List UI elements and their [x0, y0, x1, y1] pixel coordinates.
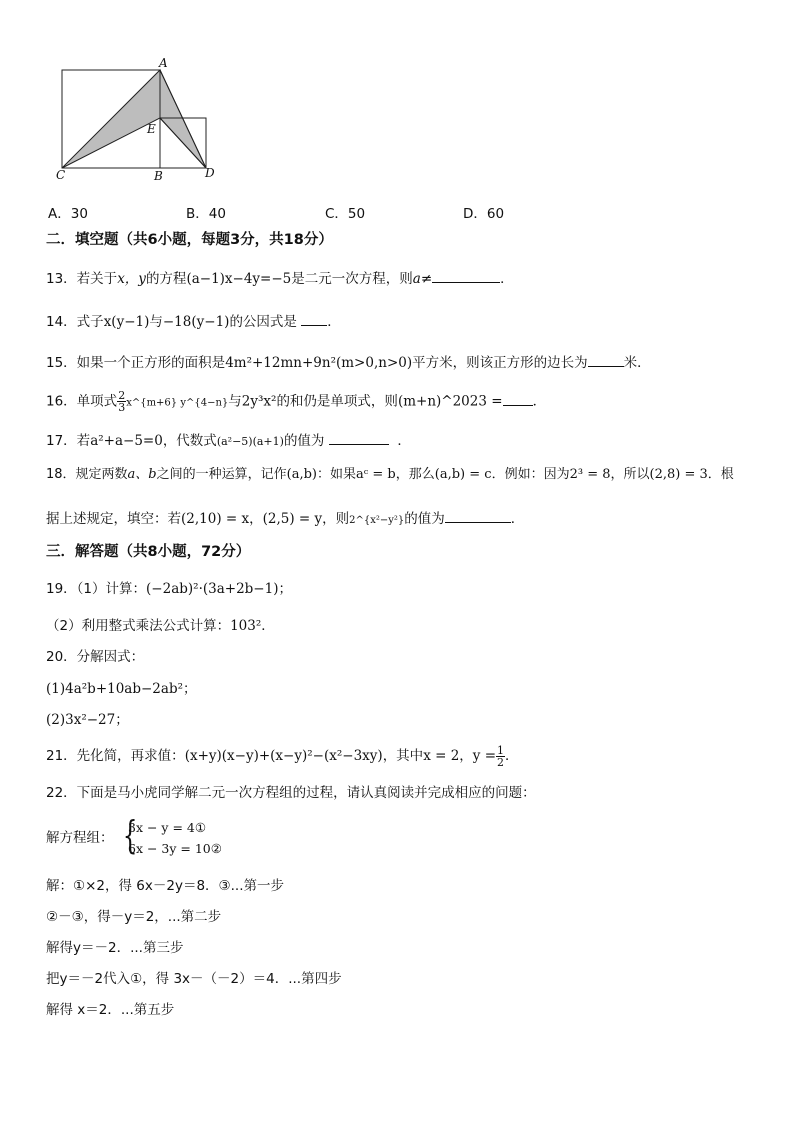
q22-step-2: ②－③，得－y＝2，...第二步 [46, 909, 222, 925]
q18-operation: (a,b) [286, 467, 317, 482]
question-20-part-2: (2)3x²−27； [46, 712, 129, 728]
q14-end: ． [327, 314, 341, 330]
q18-condition: aᶜ = b [356, 467, 396, 482]
q19-part2-text: （2）利用整式乘法公式计算： [46, 618, 231, 634]
q22-system-label: 解方程组： [46, 830, 114, 846]
q22-system-brace: { [122, 813, 138, 857]
q18-result: (a,b) = c [434, 467, 492, 482]
q18-condition-2: (2,5) = y [262, 511, 323, 527]
q16-monomial-1: x^{m+6} y^{4−n} [126, 397, 229, 409]
q14-expr-1: x(y−1) [103, 314, 150, 330]
q13-text-3: 是二元一次方程，则 [291, 271, 413, 287]
q16-end: ． [532, 393, 547, 410]
q13-condition: a≠ [412, 271, 433, 287]
question-16 [46, 390, 546, 415]
q13-text: 13．若关于 [46, 271, 118, 287]
q14-text-3: 的公因式是 [229, 314, 297, 330]
label-e: E [147, 122, 156, 136]
q21-x-value: x = 2 [423, 748, 460, 764]
q18-line2-text: 据上述规定，填空：若 [46, 511, 181, 527]
q15-text: 15．如果一个正方形的面积是 [46, 355, 226, 371]
label-b: B [154, 169, 163, 183]
q14-answer-blank[interactable] [301, 311, 327, 326]
q18-text-7: ．根 [707, 467, 734, 482]
q18-separator: ， [249, 511, 263, 527]
q15-expr: 4m²+12mn+9n² [225, 355, 336, 371]
question-15 [46, 352, 651, 372]
q18-condition-1: (2,10) = x [181, 511, 250, 527]
q21-separator: ， [459, 748, 473, 764]
q22-step-3: 解得y＝－2．...第三步 [46, 940, 184, 956]
q19-part2-end: ． [261, 618, 275, 634]
question-20-title: 20．分解因式： [46, 649, 145, 665]
q14-text-2: 与 [149, 314, 163, 330]
q16-text-2: 与 [228, 393, 242, 410]
question-18-line-2 [46, 508, 524, 530]
q15-condition: (m>0,n>0) [335, 355, 413, 371]
q17-answer-blank[interactable] [329, 430, 389, 445]
q17-text-2: ，代数式 [162, 433, 217, 449]
q18-text: 18．规定两数 [46, 467, 128, 482]
q17-expr: (a²−5)(a+1) [216, 435, 284, 448]
question-19-part-2 [46, 617, 275, 635]
q15-answer-blank[interactable] [588, 352, 624, 367]
q17-end: ． [397, 433, 411, 449]
q16-expr: (m+n)^2023 = [397, 393, 503, 410]
q18-line2-text-2: ，则 [322, 511, 350, 527]
q16-numerator: 2 [118, 389, 126, 402]
q18-vars: a、b [127, 467, 157, 482]
q22-step-1: 解：①×2，得 6x－2y＝8．③...第一步 [46, 878, 285, 894]
q16-denominator: 3 [118, 401, 126, 414]
q17-text: 17．若 [46, 433, 91, 449]
q18-example-1: 2³ = 8 [569, 467, 611, 482]
question-20-part-1: (1)4a²b+10ab−2ab²； [46, 681, 197, 697]
option-d[interactable]: D．60 [463, 206, 505, 222]
label-c: C [56, 168, 66, 182]
q15-text-2: 平方米，则该正方形的边长为 [412, 355, 588, 371]
q16-text-3: 的和仍是单项式，则 [276, 393, 398, 410]
q18-end: ． [510, 511, 525, 527]
q19-part1-expr: (−2ab)²·(3a+2b−1) [146, 581, 279, 597]
label-a: A [159, 56, 168, 70]
q16-text: 16．单项式 [46, 393, 118, 410]
q13-vars: x，y [117, 271, 146, 287]
geometry-figure [50, 55, 230, 190]
q21-expr: (x+y)(x−y)+(x−y)²−(x²−3xy) [184, 748, 383, 764]
q16-monomial-2: 2y³x² [241, 393, 277, 410]
label-d: D [205, 166, 215, 180]
q16-fraction [117, 390, 126, 413]
q22-step-4: 把y＝－2代入①，得 3x－（－2）＝4．...第四步 [46, 971, 342, 987]
q22-equation-1: 3x − y = 4① [128, 820, 207, 835]
q21-end: ． [505, 748, 519, 764]
q22-step-5: 解得 x＝2．...第五步 [46, 1002, 175, 1018]
q18-example-2: (2,8) = 3 [649, 467, 708, 482]
q21-fraction [496, 745, 505, 768]
question-19-part-1 [46, 580, 292, 598]
q13-end: ． [500, 271, 514, 287]
option-a[interactable]: A．30 [48, 206, 88, 222]
question-17 [46, 430, 411, 451]
q15-end: 米． [623, 355, 651, 371]
q18-line2-text-3: 的值为 [404, 511, 445, 527]
q22-equation-2: 6x − 3y = 10② [128, 841, 222, 856]
q18-text-4: ，那么 [395, 467, 435, 482]
shaded-triangle-ace [62, 70, 160, 168]
q18-expr: 2^{x²−y²} [349, 515, 405, 526]
q21-text: 21．先化简，再求值： [46, 748, 185, 764]
q21-denominator: 2 [497, 755, 505, 769]
question-13 [46, 268, 514, 288]
q18-text-5: ．例如：因为 [491, 467, 570, 482]
q17-equation: a²+a−5=0 [90, 433, 163, 449]
q13-equation: (a−1)x−4y=−5 [186, 271, 292, 287]
q18-text-3: ：如果 [317, 467, 357, 482]
option-b[interactable]: B．40 [186, 206, 226, 222]
q21-y-value: y = [472, 748, 497, 764]
q13-answer-blank[interactable] [432, 268, 500, 283]
q14-expr-2: −18(y−1) [162, 314, 230, 330]
question-22-title: 22．下面是马小虎同学解二元一次方程组的过程，请认真阅读并完成相应的问题： [46, 785, 536, 801]
q21-text-2: ，其中 [382, 748, 424, 764]
q14-text: 14．式子 [46, 314, 104, 330]
q17-text-3: 的值为 [283, 433, 325, 449]
q19-part1-end: ； [278, 581, 292, 597]
q19-part1-text: 19．（1）计算： [46, 581, 147, 597]
q13-text-2: 的方程 [145, 271, 187, 287]
question-21 [46, 744, 519, 768]
q19-part2-expr: 103² [230, 618, 262, 634]
q18-text-6: ，所以 [610, 467, 650, 482]
q18-text-2: 之间的一种运算，记作 [156, 467, 287, 482]
section-3-title: 三．解答题（共8小题，72分） [46, 544, 251, 560]
q21-numerator: 1 [497, 743, 505, 757]
question-14 [46, 311, 341, 331]
question-18-line-1 [46, 466, 734, 484]
section-2-title: 二．填空题（共6小题，每题3分，共18分） [46, 232, 333, 248]
q16-answer-blank[interactable] [503, 391, 533, 406]
q18-answer-blank[interactable] [445, 508, 511, 523]
option-c[interactable]: C．50 [325, 206, 366, 222]
